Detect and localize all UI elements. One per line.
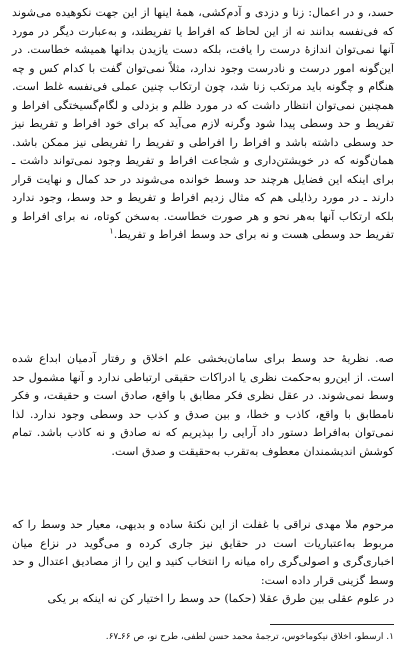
paragraph-3-text: مرحوم ملا مهدی نراقی با غفلت از این نکتهٔ ساده و بدیهی، معیار حد وسط را که مربوط به‌اعتباریات است در حقایق نیز جاری کرده و می‌گوید در نزاع میان اخباری‌گری و اصولی‌گری راه میانه را انتخاب کنید و این را از مصادیق اعتدال و حد وسط گزینی قرار داده است:	[12, 518, 394, 587]
footnote: ۱. ارسطو، اخلاق نیکوماخوس، ترجمهٔ محمد حسن لطفی، طرح نو، ص ۶۶ـ۶۷.	[105, 632, 394, 642]
body-paragraph-3	[12, 516, 394, 609]
footnote-divider	[270, 624, 394, 625]
paragraph-3-quote: در علوم عقلی بین طرق عقلا (حکما) حد وسط را اختیار کن نه اینکه بر یکی	[47, 592, 394, 605]
document-page	[12, 0, 394, 657]
body-paragraph-2	[12, 350, 394, 461]
body-paragraph-1	[12, 4, 394, 245]
footnote-reference[interactable]: ۱	[109, 226, 114, 236]
paragraph-1-text: حسد، و در اعمال: زنا و دزدی و آدم‌کشی، همهٔ اینها از این جهت نکوهیده می‌شوند که فی‌نفسه بدانند نه از این لحاظ که افراط یا تفریطند، و به‌عبارت دیگر در مورد آنها نمی‌توان اندازهٔ درست را یافت، بلکه دست یازیدن بدانها همیشه خطاست. در این‌گونه امور درست و نادرست وجود ندارد، مثلاً نمی‌توان گفت با کدام کس و چه هنگام و چگونه باید مرتکب زنا شد، چون ارتکاب چنین عملی فی‌نفسه غلط است. همچنین نمی‌توان انتظار داشت که در مورد ظلم و بزدلی و لگام‌گسیختگی افراط و تفریط و حد وسطی پیدا شود وگرنه لازم می‌آید که برای خود افراط و تفریط نیز حد وسطی داشته باشد و افراط را افراطی و تفریط را تفریطی نیز ممکن باشد. همان‌گونه که در خویشتن‌داری و شجاعت افراط و تفریط وجود نمی‌تواند داشت ـ برای اینکه این فضایل هرچند حد وسط خوانده می‌شوند در حد کمال و نهایت قرار دارند ـ در مورد رذایلی هم که مثال زدیم افراط و تفریط و حد وسط، وجود ندارد بلکه ارتکاب آنها به‌هر نحو و هر صورت خطاست. به‌سخن کوتاه، نه برای افراط و تفریط حد وسطی هست و نه برای حد وسط افراط و تفریط.	[12, 6, 394, 241]
paragraph-2-text: صه. نظریهٔ حد وسط برای سامان‌بخشی علم اخلاق و رفتار آدمیان ابداع شده است. از این‌رو به‌حکمت نظری یا ادراکات حقیقی ارتباطی ندارد و آنها مشمول حد وسط نمی‌شوند. در عقل نظری فکر مطابق با واقع، صادق است و حقیقت، و فکر نامطابق با واقع، کاذب و خطا، و بین صدق و کذب حد وسطی وجود ندارد. لذا نمی‌توان به‌افراط دستور داد آرایی را بپذیریم که نه صادق و نه کاذب باشد. تمام کوشش اندیشمندان معطوف به‌تقرب به‌حقیقت و صدق است.	[12, 352, 394, 458]
